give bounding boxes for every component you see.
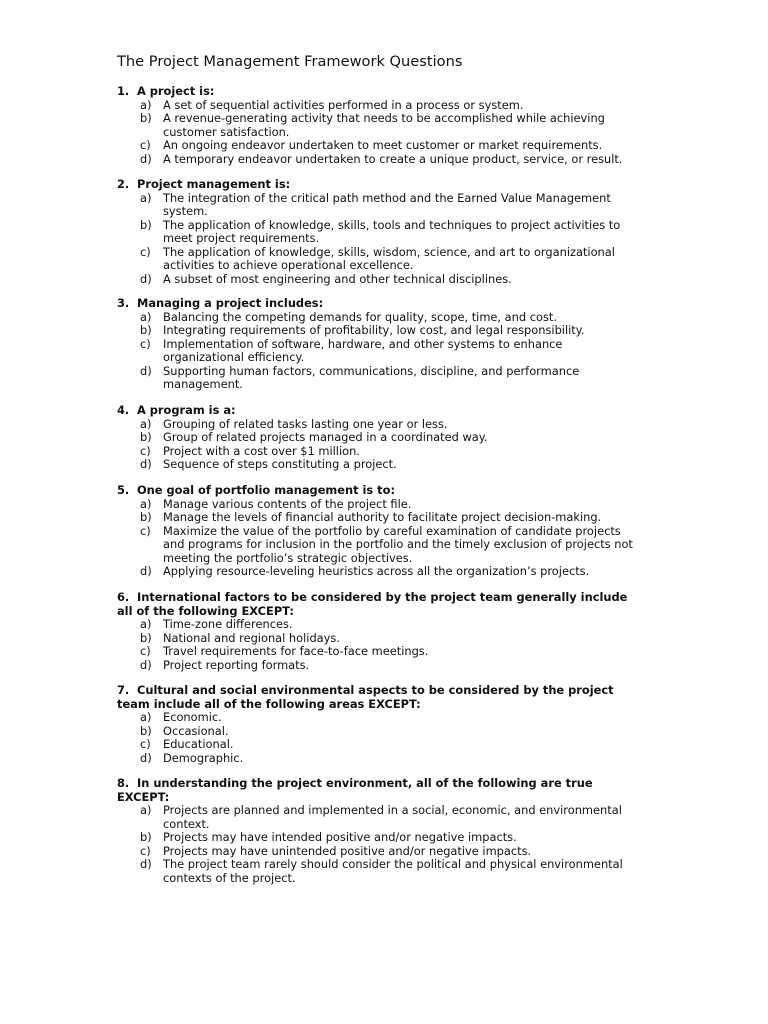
option-text: Maximize the value of the portfolio by careful examination of candidate projects and programs for inclusion in the portfolio and the timely exclusion of projects not meeting the portfolio’s strategic objectives. bbox=[163, 523, 633, 565]
question-text bbox=[117, 777, 657, 804]
option-letter: d) bbox=[140, 657, 152, 672]
answer-option bbox=[117, 246, 657, 273]
option-text: Manage the levels of financial authority to facilitate project decision-making. bbox=[163, 510, 602, 524]
answer-option bbox=[117, 99, 657, 113]
answer-option bbox=[117, 511, 657, 525]
answer-option bbox=[117, 632, 657, 646]
option-letter: d) bbox=[140, 363, 152, 378]
option-letter: b) bbox=[140, 323, 152, 337]
answer-option bbox=[117, 365, 657, 392]
option-letter: c) bbox=[140, 443, 151, 458]
option-text: Project with a cost over $1 million. bbox=[163, 443, 360, 458]
question-text bbox=[117, 591, 657, 618]
option-text: Balancing the competing demands for quality, scope, time, and cost. bbox=[163, 309, 557, 324]
answer-option bbox=[117, 858, 657, 885]
document-title: The Project Management Framework Questions bbox=[117, 53, 463, 70]
option-text: Integrating requirements of profitability, low cost, and legal responsibility. bbox=[163, 323, 585, 337]
option-letter: c) bbox=[140, 523, 151, 538]
option-letter: b) bbox=[140, 430, 152, 444]
answer-options bbox=[117, 804, 657, 885]
answer-option bbox=[117, 139, 657, 153]
answer-option bbox=[117, 725, 657, 739]
question-number: 6. bbox=[117, 590, 130, 604]
answer-options bbox=[117, 192, 657, 287]
option-text: National and regional holidays. bbox=[163, 630, 340, 645]
answer-option bbox=[117, 752, 657, 766]
answer-option bbox=[117, 711, 657, 725]
question-text bbox=[117, 85, 657, 99]
question-prompt: International factors to be considered by the project team generally include all of the following EXCEPT: bbox=[117, 590, 628, 618]
option-text: Supporting human factors, communications, discipline, and performance management. bbox=[163, 363, 580, 391]
answer-option bbox=[117, 431, 657, 445]
question-prompt: In understanding the project environment, all of the following are true EXCEPT: bbox=[117, 776, 593, 804]
option-text: Demographic. bbox=[163, 750, 244, 765]
answer-option bbox=[117, 153, 657, 167]
question-prompt: A project is: bbox=[137, 84, 215, 98]
option-letter: b) bbox=[140, 630, 152, 645]
option-text: A temporary endeavor undertaken to create a unique product, service, or result. bbox=[163, 151, 623, 166]
question-number: 8. bbox=[117, 776, 130, 790]
question-number: 4. bbox=[117, 403, 130, 417]
answer-option bbox=[117, 645, 657, 659]
answer-options bbox=[117, 618, 657, 672]
answer-option bbox=[117, 324, 657, 338]
option-letter: c) bbox=[140, 336, 151, 351]
answer-option bbox=[117, 845, 657, 859]
answer-option bbox=[117, 458, 657, 472]
option-letter: a) bbox=[140, 803, 152, 817]
option-letter: b) bbox=[140, 111, 152, 125]
option-text: The integration of the critical path method and the Earned Value Management system. bbox=[163, 190, 611, 218]
option-letter: c) bbox=[140, 244, 151, 259]
option-text: A revenue-generating activity that needs to be accomplished while achieving customer satisfaction. bbox=[163, 111, 605, 139]
option-text: The application of knowledge, skills, wisdom, science, and art to organizational activities to achieve operational excellence. bbox=[163, 244, 615, 272]
question-3 bbox=[117, 297, 657, 392]
option-letter: a) bbox=[140, 97, 152, 112]
option-letter: b) bbox=[140, 510, 152, 524]
answer-option bbox=[117, 338, 657, 365]
question-1 bbox=[117, 85, 657, 166]
option-letter: c) bbox=[140, 843, 151, 858]
option-text: Group of related projects managed in a coordinated way. bbox=[163, 430, 488, 444]
option-text: Projects may have unintended positive and/or negative impacts. bbox=[163, 843, 532, 858]
option-text: Grouping of related tasks lasting one year or less. bbox=[163, 416, 448, 431]
question-6 bbox=[117, 591, 657, 672]
option-letter: b) bbox=[140, 723, 152, 738]
answer-options bbox=[117, 498, 657, 579]
question-number: 5. bbox=[117, 483, 130, 497]
option-letter: d) bbox=[140, 750, 152, 765]
question-text bbox=[117, 404, 657, 418]
option-text: Sequence of steps constituting a project. bbox=[163, 457, 397, 471]
answer-option bbox=[117, 445, 657, 459]
question-8 bbox=[117, 777, 657, 885]
option-text: Project reporting formats. bbox=[163, 657, 310, 672]
option-text: Educational. bbox=[163, 737, 234, 751]
option-text: The project team rarely should consider the political and physical environmental contexts of the project. bbox=[163, 857, 623, 885]
answer-option bbox=[117, 659, 657, 673]
question-2 bbox=[117, 178, 657, 286]
question-prompt: Cultural and social environmental aspects to be considered by the project team include all of the following areas EXCEPT: bbox=[117, 683, 614, 711]
answer-option bbox=[117, 418, 657, 432]
option-letter: a) bbox=[140, 710, 152, 724]
option-text: Projects may have intended positive and/or negative impacts. bbox=[163, 830, 517, 844]
option-text: Economic. bbox=[163, 710, 222, 724]
option-letter: b) bbox=[140, 830, 152, 844]
option-letter: d) bbox=[140, 151, 152, 166]
answer-option bbox=[117, 618, 657, 632]
question-prompt: A program is a: bbox=[137, 403, 236, 417]
answer-option bbox=[117, 804, 657, 831]
question-number: 7. bbox=[117, 683, 130, 697]
question-number: 2. bbox=[117, 177, 130, 191]
answer-option bbox=[117, 273, 657, 287]
question-text bbox=[117, 684, 657, 711]
question-5 bbox=[117, 484, 657, 579]
option-letter: a) bbox=[140, 190, 152, 205]
option-letter: d) bbox=[140, 857, 152, 871]
option-letter: c) bbox=[140, 644, 151, 658]
option-letter: d) bbox=[140, 271, 152, 286]
question-prompt: Managing a project includes: bbox=[137, 296, 324, 310]
question-text bbox=[117, 297, 657, 311]
answer-option bbox=[117, 219, 657, 246]
answer-option bbox=[117, 565, 657, 579]
answer-option bbox=[117, 738, 657, 752]
option-text: Travel requirements for face-to-face meetings. bbox=[163, 644, 429, 658]
option-text: An ongoing endeavor undertaken to meet customer or market requirements. bbox=[163, 138, 603, 152]
option-text: A set of sequential activities performed in a process or system. bbox=[163, 97, 524, 112]
answer-options bbox=[117, 418, 657, 472]
option-letter: c) bbox=[140, 138, 151, 152]
answer-option bbox=[117, 311, 657, 325]
option-text: A subset of most engineering and other technical disciplines. bbox=[163, 271, 512, 286]
answer-option bbox=[117, 498, 657, 512]
option-text: Applying resource-leveling heuristics across all the organization’s projects. bbox=[163, 564, 590, 578]
option-text: Implementation of software, hardware, and other systems to enhance organizational efficiency. bbox=[163, 336, 563, 364]
answer-option bbox=[117, 525, 657, 566]
answer-options bbox=[117, 99, 657, 167]
option-text: Occasional. bbox=[163, 723, 229, 738]
option-text: Manage various contents of the project file. bbox=[163, 496, 412, 511]
option-letter: a) bbox=[140, 617, 152, 631]
question-7 bbox=[117, 684, 657, 765]
answer-options bbox=[117, 711, 657, 765]
answer-option bbox=[117, 192, 657, 219]
option-letter: d) bbox=[140, 457, 152, 471]
question-number: 1. bbox=[117, 84, 130, 98]
option-letter: a) bbox=[140, 309, 152, 324]
question-text bbox=[117, 484, 657, 498]
option-text: Projects are planned and implemented in a social, economic, and environmental context. bbox=[163, 803, 622, 831]
question-4 bbox=[117, 404, 657, 472]
answer-options bbox=[117, 311, 657, 392]
option-text: The application of knowledge, skills, tools and techniques to project activities to meet project requirements. bbox=[163, 217, 621, 245]
option-letter: d) bbox=[140, 564, 152, 578]
question-number: 3. bbox=[117, 296, 130, 310]
option-text: Time-zone differences. bbox=[163, 617, 293, 631]
answer-option bbox=[117, 831, 657, 845]
question-prompt: One goal of portfolio management is to: bbox=[137, 483, 396, 497]
question-text bbox=[117, 178, 657, 192]
option-letter: b) bbox=[140, 217, 152, 232]
option-letter: a) bbox=[140, 496, 152, 511]
option-letter: a) bbox=[140, 416, 152, 431]
answer-option bbox=[117, 112, 657, 139]
question-prompt: Project management is: bbox=[137, 177, 291, 191]
option-letter: c) bbox=[140, 737, 151, 751]
